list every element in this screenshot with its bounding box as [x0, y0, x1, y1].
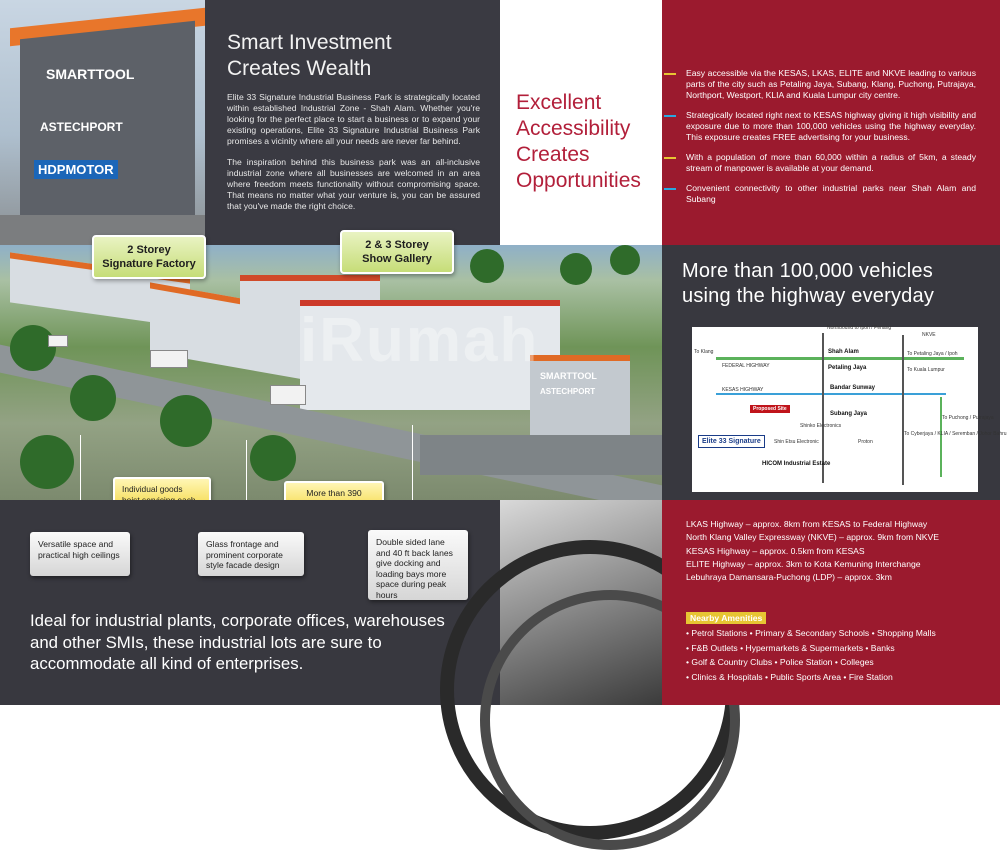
bullet-bar-yellow — [664, 157, 676, 159]
building-photo — [0, 0, 205, 245]
distance-line: Lebuhraya Damansara-Puchong (LDP) – approx. 3km — [686, 572, 892, 583]
map-label-to-puchong: To Puchong / Putrajaya — [942, 415, 994, 421]
callout-glass-frontage: Glass frontage and prominent corporate style facade design — [198, 532, 304, 576]
parking-lot — [420, 435, 662, 475]
map-panel — [662, 245, 1007, 500]
leader-line — [412, 425, 413, 500]
kesas-highway-line — [716, 393, 946, 395]
accessibility-title-line1: Excellent — [516, 91, 602, 114]
proposed-site-marker: Proposed Site — [750, 405, 790, 413]
distance-line: ELITE Highway – approx. 3km to Kota Kemuning Interchange — [686, 558, 921, 569]
federal-highway-line — [716, 357, 964, 360]
puchong-line — [940, 397, 942, 477]
intro-title-line1: Smart Investment — [227, 31, 392, 54]
accessibility-item — [686, 183, 976, 205]
accessibility-item-text: Convenient connectivity to other industrial parks near Shah Alam and Subang — [686, 183, 976, 204]
sign-smarttool: SMARTTOOL — [46, 66, 135, 82]
map-label-to-klang: To Klang — [694, 349, 714, 355]
ideal-for-text: Ideal for industrial plants, corporate offices, warehouses and other SMIs, these industrial lots are sure to accommodate all kind of enterprises. — [30, 611, 445, 673]
leader-line — [80, 435, 81, 500]
aerial-rendering — [0, 239, 662, 500]
distance-line: LKAS Highway – approx. 8km from KESAS to Federal Highway — [686, 519, 928, 529]
accessibility-item-text: Easy accessible via the KESAS, LKAS, ELITE and NKVE leading to various parts of the city such as Petaling Jaya, Subang, Klang, Puchong, Putrajaya, Northport, Westport, KLIA and Kuala Lumpur city centre. — [686, 68, 976, 100]
callout-goods-hoist: Individual goods — [113, 477, 211, 515]
map-label-to-pj: To Petaling Jaya / Ipoh — [907, 351, 958, 357]
corner-sign-2: ASTECHPORT — [540, 387, 596, 396]
location-map — [692, 325, 1007, 492]
elite33-logo: Elite 33 Signature — [698, 435, 765, 448]
amenity-line: • F&B Outlets • Hypermarkets & Supermarkets • Banks — [686, 642, 895, 653]
accessibility-item — [686, 152, 976, 174]
tree — [70, 375, 116, 421]
watermark: iRumah — [300, 306, 540, 375]
callout-parking: More than 390 — [284, 481, 384, 517]
tree — [470, 249, 504, 283]
map-label-hicom: HICOM Industrial Estate — [762, 461, 831, 467]
accessibility-item-text: With a population of more than 60,000 within a radius of 5km, a steady stream of manpower is available at your demand. — [686, 152, 976, 173]
map-label-to-cyberjaya: To Cyberjaya / KLIA / Seremban / Johor Bahru — [904, 431, 1007, 437]
intro-paragraph-2: The inspiration behind this business park was an all-inclusive industrial zone where all businesses are welcomed in an area where freedom meets functionality without compromising space. That means no matter what your venture is, you can be assured that you've made the right choice. — [227, 157, 480, 211]
highway-photo — [500, 500, 662, 705]
amenity-line: • Petrol Stations • Primary & Secondary Schools • Shopping Malls — [686, 628, 936, 639]
sign-astechport: ASTECHPORT — [40, 120, 123, 134]
distances-panel — [662, 500, 1000, 705]
map-label-north: Northbound to Ipoh / Penang — [827, 325, 892, 331]
distance-line: North Klang Valley Expressway (NKVE) – approx. 9km from NKVE — [686, 532, 939, 543]
corner-sign: SMARTTOOL — [540, 371, 597, 381]
accessibility-title-line4: Opportunities — [516, 169, 641, 192]
map-label-bandar-sunway: Bandar Sunway — [830, 385, 876, 391]
accessibility-title-line2: Accessibility — [516, 117, 631, 140]
accessibility-item — [686, 68, 976, 101]
map-label-shah-alam: Shah Alam — [828, 349, 859, 355]
accessibility-heading-panel — [500, 0, 662, 245]
tree — [250, 435, 296, 481]
intro-panel — [205, 0, 500, 245]
tree — [20, 435, 74, 489]
vehicles-title-line1: More than 100,000 vehicles — [682, 260, 933, 282]
amenity-line: • Golf & Country Clubs • Police Station • Colleges — [686, 657, 874, 668]
accessibility-title-line3: Creates — [516, 143, 590, 166]
map-label-shin-etsu: Shin Etsu Electronic — [774, 439, 819, 445]
accessibility-title — [516, 90, 652, 194]
tree — [560, 253, 592, 285]
truck — [48, 335, 68, 347]
map-label-shinko: Shinko Electronics — [800, 423, 842, 429]
features-panel — [0, 500, 500, 705]
map-label-subang-jaya: Subang Jaya — [830, 411, 868, 417]
callout-show-gallery: 2 & 3 Storey Show Gallery — [340, 230, 454, 274]
intro-title-line2: Creates Wealth — [227, 57, 372, 80]
amenities-heading: Nearby Amenities — [686, 612, 766, 624]
tree — [160, 395, 212, 447]
map-label-federal: FEDERAL HIGHWAY — [722, 363, 770, 369]
accessibility-item-text: Strategically located right next to KESAS highway giving it high visibility and exposure due to more than 100,000 vehicles using the highway everyday. This exposure creates FREE advertising for your business. — [686, 110, 976, 142]
map-label-nkve: NKVE — [922, 332, 936, 338]
intro-paragraph-1: Elite 33 Signature Industrial Business Park is strategically located within established Industrial Zone - Shah Alam. Whether you're looking for the perfect place to start a business or to expand your existing operations, Elite 33 Signature Industrial Business Park promises a vicinity where all your needs are never far behind. — [227, 92, 480, 146]
accessibility-item — [686, 110, 976, 143]
vehicles-title — [682, 259, 934, 309]
map-label-petaling-jaya: Petaling Jaya — [828, 365, 867, 371]
ldp-highway-line — [902, 335, 904, 485]
vehicles-title-line2: using the highway everyday — [682, 285, 935, 307]
sign-hdpmotor: HDPMOTOR — [34, 160, 118, 179]
map-label-kesas: KESAS HIGHWAY — [722, 387, 764, 393]
callout-signature-factory: 2 Storey Signature Factory — [92, 235, 206, 279]
truck — [270, 385, 306, 405]
callout-double-lane: Double sided lane and 40 ft back lanes give docking and loading bays more space during peak hours — [368, 530, 468, 600]
bullet-bar-yellow — [664, 73, 676, 75]
bullet-bar-blue — [664, 115, 676, 117]
amenity-line: • Clinics & Hospitals • Public Sports Area • Fire Station — [686, 671, 893, 682]
tree — [610, 245, 640, 275]
distance-line: KESAS Highway – approx. 0.5km from KESAS — [686, 545, 865, 556]
bullet-bar-blue — [664, 188, 676, 190]
leader-line — [246, 440, 247, 500]
callout-versatile-space: Versatile space and practical high ceilings — [30, 532, 130, 576]
intro-title — [227, 30, 480, 82]
accessibility-list — [662, 0, 1000, 245]
truck — [150, 350, 188, 368]
map-label-proton: Proton — [858, 439, 873, 445]
map-label-to-kl: To Kuala Lumpur — [907, 367, 945, 373]
tree — [10, 325, 56, 371]
